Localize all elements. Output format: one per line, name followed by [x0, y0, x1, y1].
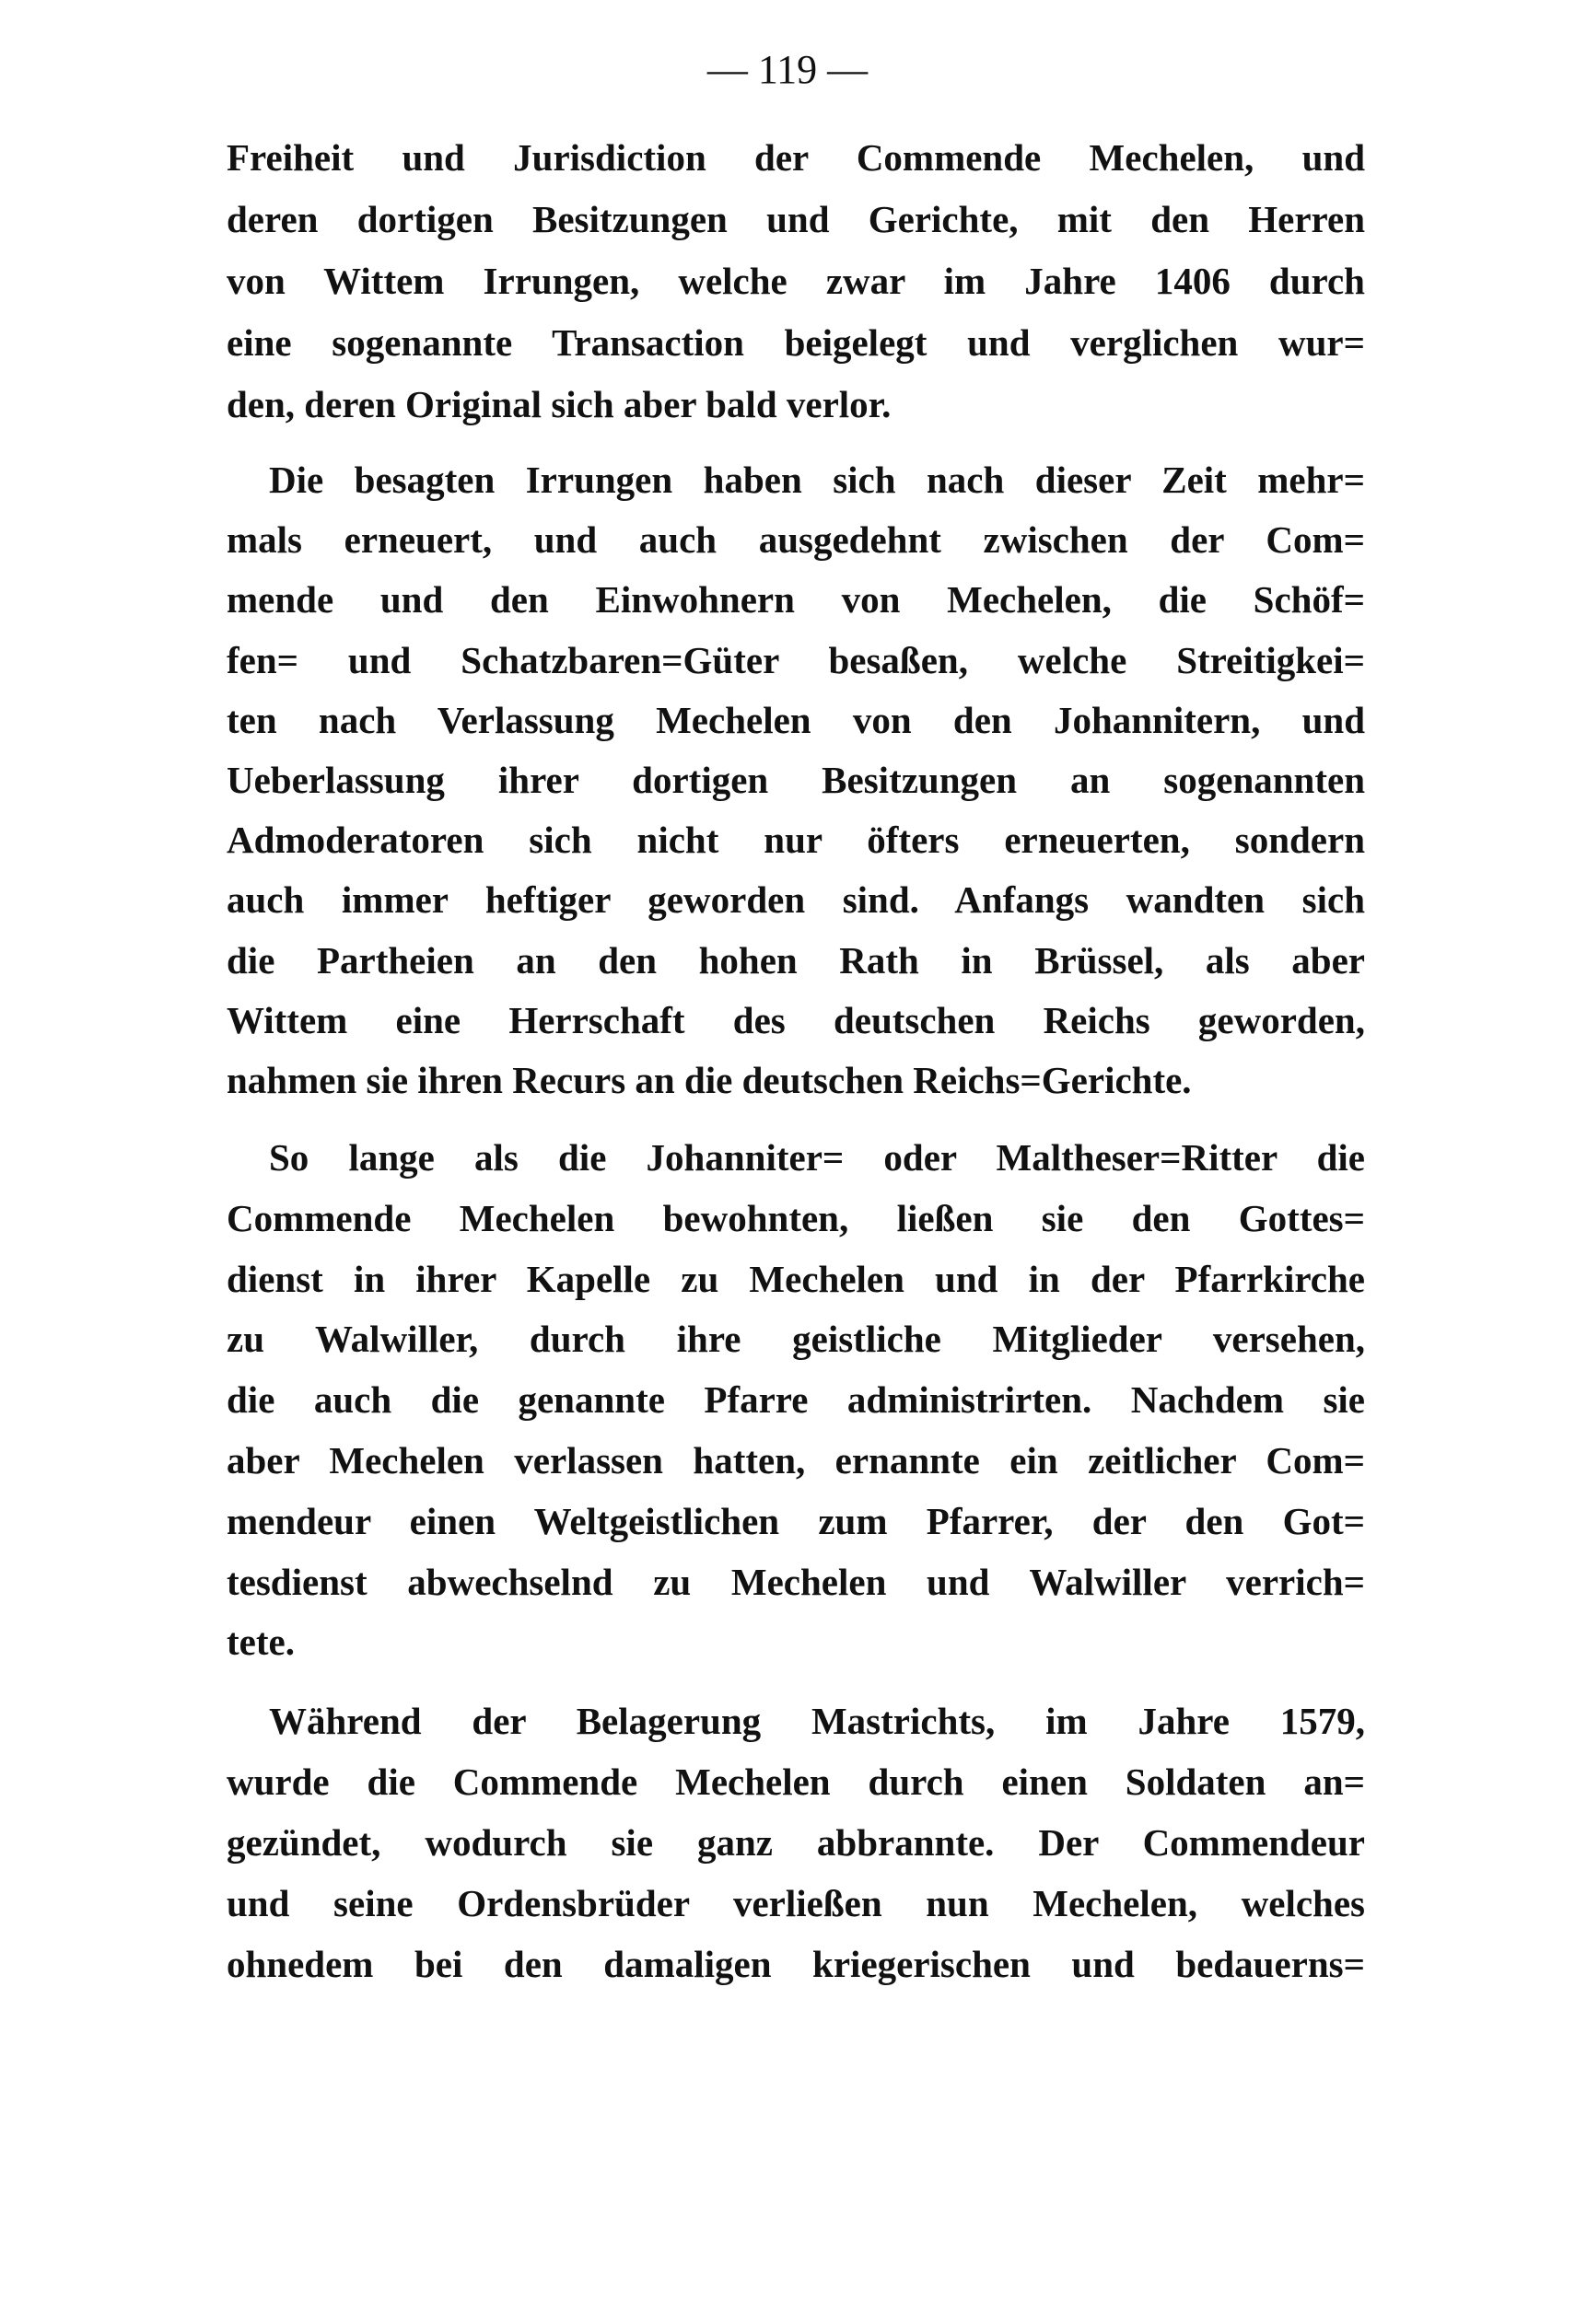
text-line: wurde die Commende Mechelen durch einen Soldaten an=	[227, 1760, 1365, 1803]
text-line: auch immer heftiger geworden sind. Anfangs wandten sich	[227, 878, 1365, 922]
text-line: Ueberlassung ihrer dortigen Besitzungen an sogenannten	[227, 759, 1365, 801]
text-line: die auch die genannte Pfarre administrirten. Nachdem sie	[227, 1378, 1365, 1422]
text-line: dienst in ihrer Kapelle zu Mechelen und in der Pfarrkirche	[227, 1257, 1365, 1300]
text-line: ohnedem bei den damaligen kriegerischen und bedauerns=	[227, 1943, 1365, 1985]
text-line: deren dortigen Besitzungen und Gerichte, mit den Herren	[227, 198, 1365, 240]
text-line: mendeur einen Weltgeistlichen zum Pfarrer, der den Got=	[227, 1499, 1365, 1542]
text-line: zu Walwiller, durch ihre geistliche Mitglieder versehen,	[227, 1318, 1365, 1361]
text-line: So lange als die Johanniter= oder Maltheser=Ritter die	[269, 1136, 1365, 1179]
text-line: mals erneuert, und auch ausgedehnt zwischen der Com=	[227, 518, 1365, 562]
text-line: von Wittem Irrungen, welche zwar im Jahre 1406 durch	[227, 260, 1365, 302]
text-line: fen= und Schatzbaren=Güter besaßen, welche Streitigkei=	[227, 638, 1365, 681]
text-line: tesdienst abwechselnd zu Mechelen und Walwiller verrich=	[227, 1560, 1365, 1603]
page-number: — 119 —	[706, 47, 869, 92]
text-line: Admoderatoren sich nicht nur öfters erneuerten, sondern	[227, 819, 1365, 862]
text-line: gezündet, wodurch sie ganz abbrannte. Der Commendeur	[227, 1821, 1365, 1864]
text-line: und seine Ordensbrüder verließen nun Mechelen, welches	[227, 1882, 1365, 1924]
text-line: den, deren Original sich aber bald verlor.	[227, 383, 892, 425]
text-line: eine sogenannte Transaction beigelegt und verglichen wur=	[227, 321, 1365, 364]
text-line: Während der Belagerung Mastrichts, im Jahre 1579,	[269, 1700, 1365, 1742]
text-line: aber Mechelen verlassen hatten, ernannte ein zeitlicher Com=	[227, 1439, 1365, 1482]
text-line: Die besagten Irrungen haben sich nach dieser Zeit mehr=	[269, 459, 1365, 501]
text-line: Freiheit und Jurisdiction der Commende Mechelen, und	[227, 136, 1365, 179]
text-line: ten nach Verlassung Mechelen von den Johannitern, und	[227, 698, 1365, 741]
text-line: tete.	[227, 1621, 295, 1664]
text-line: mende und den Einwohnern von Mechelen, die Schöf=	[227, 578, 1365, 622]
text-line: Wittem eine Herrschaft des deutschen Reichs geworden,	[227, 998, 1365, 1041]
text-line: Commende Mechelen bewohnten, ließen sie den Gottes=	[227, 1196, 1365, 1239]
text-line: die Partheien an den hohen Rath in Brüssel, als aber	[227, 938, 1365, 982]
text-line: nahmen sie ihren Recurs an die deutschen Reichs=Gerichte.	[227, 1059, 1192, 1101]
